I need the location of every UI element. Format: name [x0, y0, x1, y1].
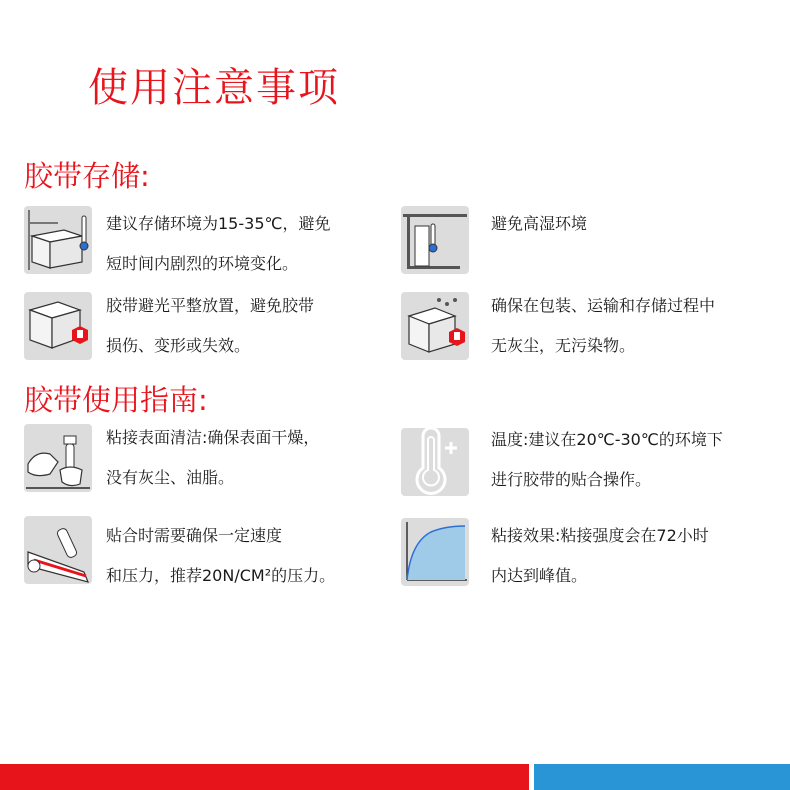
- usage-item-2-text: [491, 420, 723, 500]
- pressure-roller-icon: [24, 516, 92, 584]
- thermometer-icon: [401, 428, 469, 496]
- page-title: 使用注意事项: [88, 65, 340, 111]
- strength-curve-icon: [401, 518, 469, 586]
- storage-item-4-line-1: 确保在包装、运输和存储过程中: [491, 296, 716, 315]
- usage-item-4-line-2: 内达到峰值。: [491, 566, 588, 585]
- usage-item-1-line-2: 没有灰尘、油脂。: [106, 468, 235, 487]
- footer-bar-red: [0, 764, 529, 790]
- usage-item-4-text: [491, 516, 709, 596]
- usage-heading: 胶带使用指南:: [24, 383, 208, 417]
- storage-heading: 胶带存储:: [24, 159, 150, 193]
- usage-item-3-line-2: 和压力，推荐20N/CM²的压力。: [106, 566, 336, 585]
- usage-item-2-line-1: 温度:建议在20℃-30℃的环境下: [491, 430, 723, 449]
- storage-item-4-text: [491, 286, 715, 366]
- storage-item-1-text: [106, 204, 330, 284]
- surface-cleaning-icon: [24, 424, 92, 492]
- storage-item-1-line-2: 短时间内剧烈的环境变化。: [106, 254, 299, 273]
- storage-item-3-line-2: 损伤、变形或失效。: [106, 336, 251, 355]
- storage-temperature-icon: [24, 206, 92, 274]
- humidity-room-icon: [401, 206, 469, 274]
- storage-item-1-line-1: 建议存储环境为15-35℃，避免: [106, 214, 331, 233]
- usage-item-4-line-1: 粘接效果:粘接强度会在72小时: [491, 526, 709, 545]
- footer-bar-blue: [534, 764, 790, 790]
- usage-item-1-text: [106, 418, 319, 498]
- light-avoid-box-icon: [24, 292, 92, 360]
- usage-item-1-line-1: 粘接表面清洁:确保表面干燥，: [106, 428, 320, 447]
- storage-item-2-line-1: 避免高湿环境: [491, 214, 588, 233]
- usage-item-2-line-2: 进行胶带的贴合操作。: [491, 470, 652, 489]
- usage-item-3-line-1: 贴合时需要确保一定速度: [106, 526, 283, 545]
- usage-item-3-text: [106, 516, 335, 596]
- storage-item-4-line-2: 无灰尘，无污染物。: [491, 336, 636, 355]
- dust-free-box-icon: [401, 292, 469, 360]
- storage-item-2-text: [491, 204, 587, 244]
- storage-item-3-line-1: 胶带避光平整放置，避免胶带: [106, 296, 315, 315]
- storage-item-3-text: [106, 286, 314, 366]
